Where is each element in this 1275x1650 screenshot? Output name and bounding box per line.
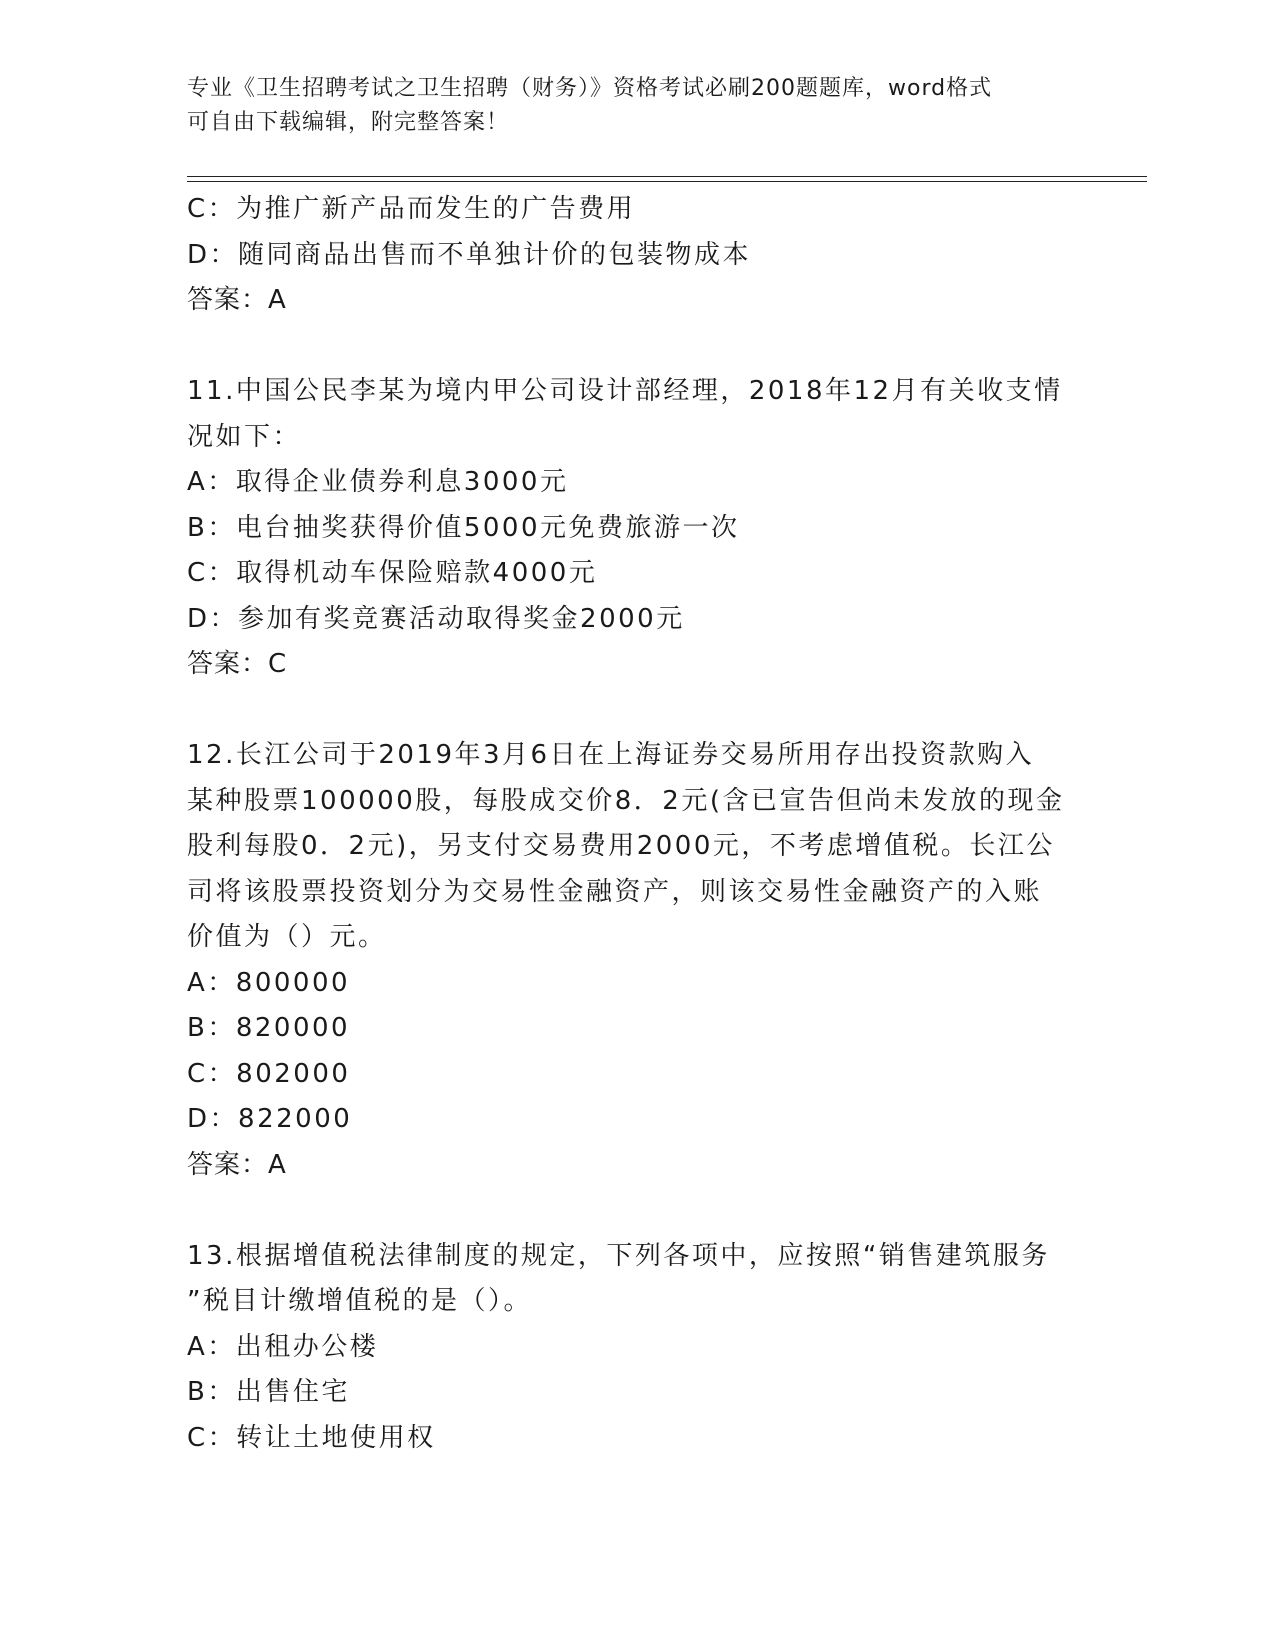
answer: 答案：A	[187, 285, 287, 315]
option-d: D：参加有奖竞赛活动取得奖金2000元	[187, 603, 685, 634]
option-b: B：电台抽奖获得价值5000元免费旅游一次	[187, 512, 740, 543]
document-body	[187, 187, 1067, 1461]
option-d: D：822000	[187, 1104, 353, 1134]
question-stem: 11.中国公民李某为境内甲公司设计部经理，2018年12月有关收支情	[187, 376, 1063, 406]
option-b: B：820000	[187, 1013, 351, 1043]
question-stem: 13.根据增值税法律制度的规定，下列各项中，应按照“销售建筑服务	[187, 1240, 1050, 1271]
question-stem: ”税目计缴增值税的是（）。	[187, 1286, 532, 1316]
question-10-tail	[187, 187, 1067, 324]
question-12	[187, 733, 1067, 1188]
question-stem: 某种股票100000股，每股成交价8．2元(含已宣告但尚未发放的现金	[187, 785, 1065, 816]
option-d: D：随同商品出售而不单独计价的包装物成本	[187, 239, 752, 270]
question-stem: 股利每股0．2元)，另支付交易费用2000元，不考虑增值税。长江公	[187, 831, 1055, 861]
question-stem: 价值为（）元。	[187, 922, 387, 952]
question-stem: 司将该股票投资划分为交易性金融资产，则该交易性金融资产的入账	[187, 876, 1043, 907]
question-11	[187, 369, 1067, 688]
spacer	[187, 688, 1067, 734]
option-a: A：800000	[187, 967, 351, 998]
header-title-line-2: 可自由下载编辑，附完整答案！	[187, 110, 510, 135]
option-c: C：为推广新产品而发生的广告费用	[187, 194, 636, 224]
question-13	[187, 1234, 1067, 1462]
spacer	[187, 324, 1067, 370]
header-divider	[187, 176, 1147, 182]
option-c: C：转让土地使用权	[187, 1422, 436, 1453]
document-header	[187, 72, 1067, 140]
question-stem: 12.长江公司于2019年3月6日在上海证券交易所用存出投资款购入	[187, 740, 1035, 770]
answer: 答案：C	[187, 649, 288, 679]
option-c: C：802000	[187, 1058, 351, 1089]
option-a: A：出租办公楼	[187, 1331, 379, 1362]
option-b: B：出售住宅	[187, 1377, 350, 1407]
question-stem: 况如下：	[187, 421, 302, 452]
option-a: A：取得企业债券利息3000元	[187, 467, 569, 497]
header-title-line-1: 专业《卫生招聘考试之卫生招聘（财务）》资格考试必刷200题题库，word格式	[187, 76, 993, 101]
answer: 答案：A	[187, 1149, 287, 1180]
spacer	[187, 1188, 1067, 1234]
option-c: C：取得机动车保险赔款4000元	[187, 558, 598, 588]
